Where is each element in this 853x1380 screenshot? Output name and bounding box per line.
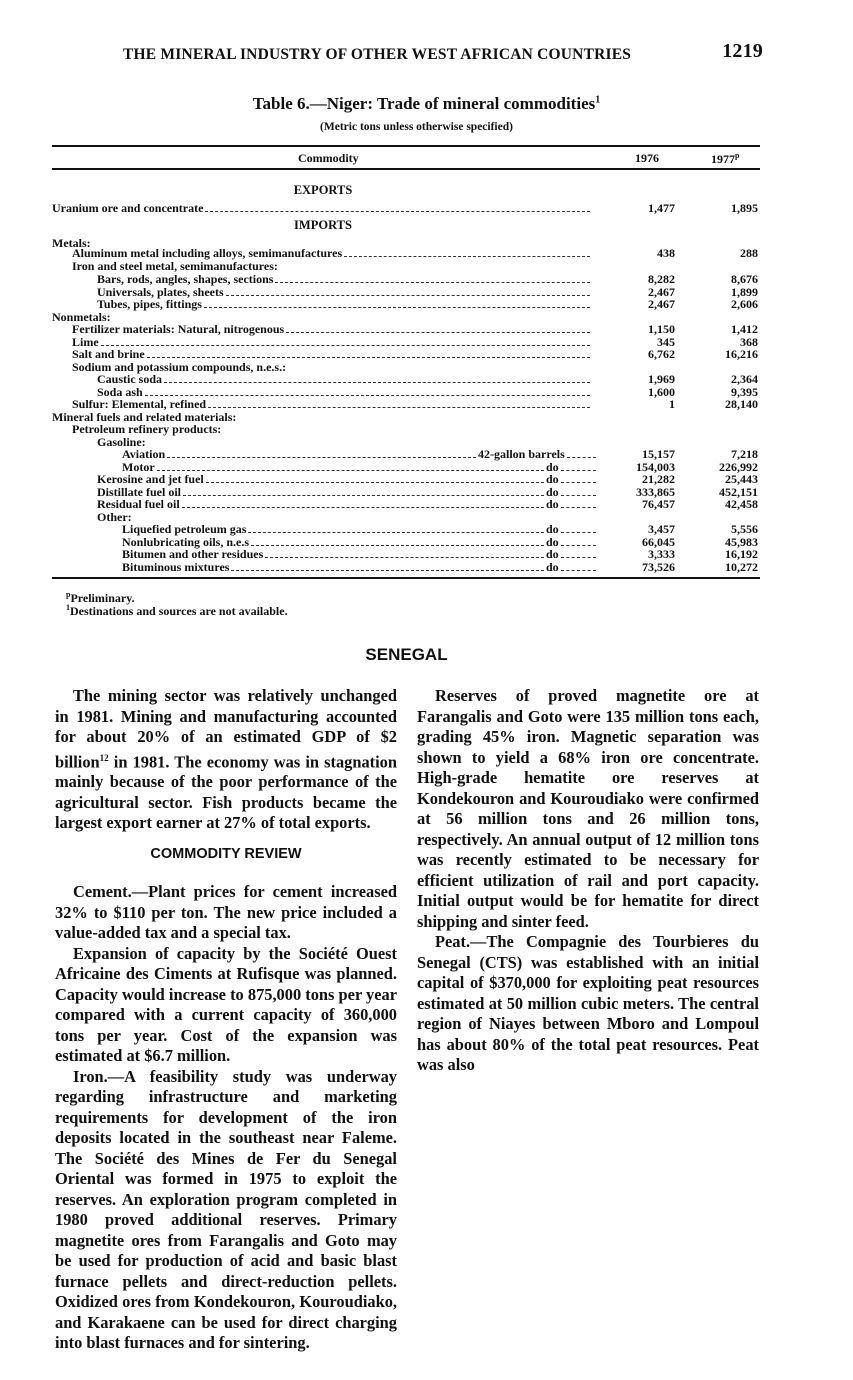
value-1976: 8,282	[648, 272, 675, 286]
iron-runin: Iron.—	[73, 1066, 125, 1086]
value-1977: 25,443	[725, 472, 758, 486]
row-label: Salt and brine	[72, 347, 145, 361]
row-leader	[147, 357, 590, 358]
reserves-paragraph: Reserves of proved magnetite ore at Farangalis and Goto were 135 million tons each, grading 45% iron. Magnetic separation was shown to yield a 68% iron ore concentrate. High-grade hematite ore reserves at Kondekouron and Kouroudiako were confirmed at 56 million tons and 26 million tons, respectively. An annual output of 12 million tons was recently estimated to be necessary for efficient utilization of rail and port capacity. Initial output would be for hematite for direct shipping and sinter feed.	[417, 686, 759, 931]
row-label: Nonmetals:	[52, 310, 111, 324]
value-1977: 5,556	[731, 522, 758, 536]
row-label: Tubes, pipes, fittings	[97, 297, 202, 311]
cement-paragraph	[55, 882, 397, 944]
value-1977: 1,899	[731, 285, 758, 299]
value-1977: 288	[740, 246, 758, 260]
footnote-1-mark: 1	[66, 603, 70, 612]
table-header-rule	[52, 168, 760, 170]
value-1977: 8,676	[731, 272, 758, 286]
row-label: Kerosine and jet fuel	[97, 472, 204, 486]
row-label: Nonlubricating oils, n.e.s	[122, 535, 250, 549]
row-label: Petroleum refinery products:	[72, 422, 222, 436]
row-label: Distillate fuel oil	[97, 485, 181, 499]
imports-label: IMPORTS	[294, 218, 352, 232]
row-label: Gasoline:	[97, 435, 146, 449]
value-1977: 226,992	[719, 460, 758, 474]
value-1977: 42,458	[725, 497, 758, 511]
row-leader	[208, 407, 590, 408]
row-leader	[226, 295, 590, 296]
value-1976: 438	[657, 246, 675, 260]
intro-paragraph	[55, 686, 397, 834]
footnote-p-text: Preliminary.	[70, 591, 135, 605]
table-bottom-rule	[52, 577, 760, 579]
row-unit: do	[546, 485, 559, 499]
row-label: Fertilizer materials: Natural, nitrogenous	[72, 322, 285, 336]
table-title	[0, 94, 853, 114]
value-1976: 6,762	[648, 347, 675, 361]
value-1976: 76,457	[642, 497, 675, 511]
table-subtitle: (Metric tons unless otherwise specified)	[320, 121, 513, 133]
value-1976: 21,282	[642, 472, 675, 486]
commodity-review-heading: COMMODITY REVIEW	[150, 845, 302, 862]
row-leader	[561, 570, 596, 571]
value-1977: 1,895	[731, 201, 758, 215]
row-leader	[561, 545, 596, 546]
value-1976: 1,969	[648, 372, 675, 386]
peat-runin: Peat.—	[435, 932, 487, 951]
row-label: Mineral fuels and related materials:	[52, 410, 237, 424]
row-leader	[167, 457, 476, 458]
row-leader	[286, 332, 590, 333]
row-leader	[344, 256, 590, 257]
row-unit: do	[546, 535, 559, 549]
col-header-1976: 1976	[635, 151, 659, 165]
expansion-paragraph: Expansion of capacity by the Société Ouest Africaine des Ciments at Rufisque was planned. Capacity would increase to 875,000 tons per year compared with a current capacity of 360,000 tons per year. Cost of the expansion was estimated at $6.7 million.	[55, 943, 397, 1066]
value-1976: 1,150	[648, 322, 675, 336]
row-leader	[205, 211, 590, 212]
row-leader	[251, 545, 544, 546]
value-1977: 45,983	[725, 535, 758, 549]
row-leader	[231, 570, 544, 571]
row-label: Sulfur: Elemental, refined	[72, 397, 207, 411]
cement-runin: Cement.—	[73, 882, 149, 902]
row-leader	[101, 345, 590, 346]
row-label: Iron and steel metal, semimanufactures:	[72, 259, 278, 273]
table-title-note: 1	[595, 94, 601, 106]
value-1977: 7,218	[731, 447, 758, 461]
row-leader	[265, 557, 544, 558]
row-label: Motor	[122, 460, 155, 474]
row-leader	[145, 395, 590, 396]
row-leader	[206, 482, 544, 483]
row-leader	[561, 495, 596, 496]
page-number: 1219	[722, 40, 763, 62]
row-label: Caustic soda	[97, 372, 163, 386]
row-unit: do	[546, 460, 559, 474]
row-label: Bitumen and other residues	[122, 547, 264, 561]
intro-text-rest: in 1981. The economy was in stagnation mainly because of the poor performance of the agricultural sector. Fish products became the largest export earner at 27% of total exports.	[55, 751, 397, 833]
table-row	[0, 298, 853, 311]
row-label: Residual fuel oil	[97, 497, 180, 511]
value-1977: 452,151	[719, 485, 758, 499]
table-title-text: Table 6.—Niger: Trade of mineral commodities	[252, 94, 596, 113]
row-unit: do	[546, 497, 559, 511]
cement-text: Plant prices for cement increased 32% to $110 per ton. The new price included a value-added tax and a special tax.	[55, 882, 397, 943]
row-label: Uranium ore and concentrate	[52, 201, 204, 215]
value-1977: 1,412	[731, 322, 758, 336]
row-label: Universals, plates, sheets	[97, 285, 224, 299]
exports-label: EXPORTS	[293, 183, 353, 197]
row-label: Metals:	[52, 236, 91, 250]
value-1976: 333,865	[636, 485, 675, 499]
value-1976: 3,333	[648, 547, 675, 561]
peat-text: The Compagnie des Tourbieres du Senegal (CTS) was established with an initial capital of $370,000 for exploiting peat resources estimated at 50 million cubic meters. The central region of Niayes between Mboro and Lompoul has about 80% of the total peat resources. Peat was also	[417, 932, 759, 1074]
table-row	[0, 323, 853, 336]
row-label: Aluminum metal including alloys, semimanufactures	[72, 246, 343, 260]
row-label: Bituminous mixtures	[122, 560, 230, 574]
row-unit: do	[546, 472, 559, 486]
value-1977: 10,272	[725, 560, 758, 574]
right-column	[417, 686, 759, 1076]
row-label: Lime	[72, 335, 99, 349]
peat-paragraph	[417, 932, 759, 1076]
value-1976: 66,045	[642, 535, 675, 549]
row-unit: do	[546, 522, 559, 536]
row-leader	[182, 507, 544, 508]
value-1976: 154,003	[636, 460, 675, 474]
row-leader	[204, 307, 590, 308]
row-unit: 42-gallon barrels	[478, 447, 565, 461]
col-header-1977	[711, 151, 739, 167]
value-1977: 2,364	[731, 372, 758, 386]
row-leader	[567, 457, 596, 458]
row-label: Sodium and potassium compounds, n.e.s.:	[72, 360, 287, 374]
row-leader	[561, 482, 596, 483]
row-leader	[183, 495, 544, 496]
row-leader	[561, 470, 596, 471]
row-label: Soda ash	[97, 385, 143, 399]
value-1976: 2,467	[648, 297, 675, 311]
row-label: Liquefied petroleum gas	[122, 522, 247, 536]
section-title: SENEGAL	[365, 645, 448, 664]
footnote-1-text: Destinations and sources are not available.	[70, 604, 288, 618]
row-unit: do	[546, 547, 559, 561]
footnote-p-mark: p	[66, 590, 71, 599]
value-1977: 2,606	[731, 297, 758, 311]
value-1976: 1,477	[648, 201, 675, 215]
value-1976: 1,600	[648, 385, 675, 399]
value-1977: 28,140	[725, 397, 758, 411]
iron-text: A feasibility study was underway regarding infrastructure and marketing requirements for development of the iron deposits located in the southeast near Faleme. The Société des Mines de Fer du Senegal Oriental was formed in 1975 to exploit the reserves. An exploration program completed in 1980 proved additional reserves. Primary magnetite ores from Farangalis and Goto may be used for production of acid and basic blast furnace pellets and direct-reduction pellets. Oxidized ores from Kondekouron, Kouroudiako, and Karakaene can be used for direct charging into blast furnaces and for sintering.	[55, 1066, 397, 1353]
footnote-destinations	[66, 603, 288, 619]
intro-text: The mining sector was relatively unchanged in 1981. Mining and manufacturing accounted for about 20% of an estimated GDP of $2 billion	[55, 686, 397, 771]
value-1977: 16,216	[725, 347, 758, 361]
value-1976: 73,526	[642, 560, 675, 574]
running-title: THE MINERAL INDUSTRY OF OTHER WEST AFRICAN COUNTRIES	[123, 46, 632, 63]
col-header-commodity: Commodity	[298, 151, 359, 165]
table-row	[0, 561, 853, 574]
value-1976: 15,157	[642, 447, 675, 461]
row-label: Bars, rods, angles, shapes, sections	[97, 272, 274, 286]
row-leader	[275, 282, 590, 283]
value-1976: 345	[657, 335, 675, 349]
row-leader	[248, 532, 544, 533]
value-1976: 2,467	[648, 285, 675, 299]
row-label: Aviation	[122, 447, 166, 461]
value-1976: 3,457	[648, 522, 675, 536]
row-leader	[561, 557, 596, 558]
left-column	[55, 686, 397, 1354]
col-header-1977-text: 1977	[711, 152, 735, 166]
value-1977: 16,192	[725, 547, 758, 561]
row-leader	[561, 532, 596, 533]
col-header-1977-note: p	[735, 151, 740, 160]
iron-paragraph	[55, 1067, 397, 1354]
row-label: Other:	[97, 510, 132, 524]
row-unit: do	[546, 560, 559, 574]
value-1977: 9,395	[731, 385, 758, 399]
table-row	[0, 202, 853, 215]
value-1976: 1	[669, 397, 675, 411]
row-leader	[164, 382, 590, 383]
row-leader	[157, 470, 544, 471]
value-1977: 368	[740, 335, 758, 349]
intro-note: 12	[99, 752, 109, 763]
row-leader	[561, 507, 596, 508]
table-top-rule	[52, 145, 760, 147]
